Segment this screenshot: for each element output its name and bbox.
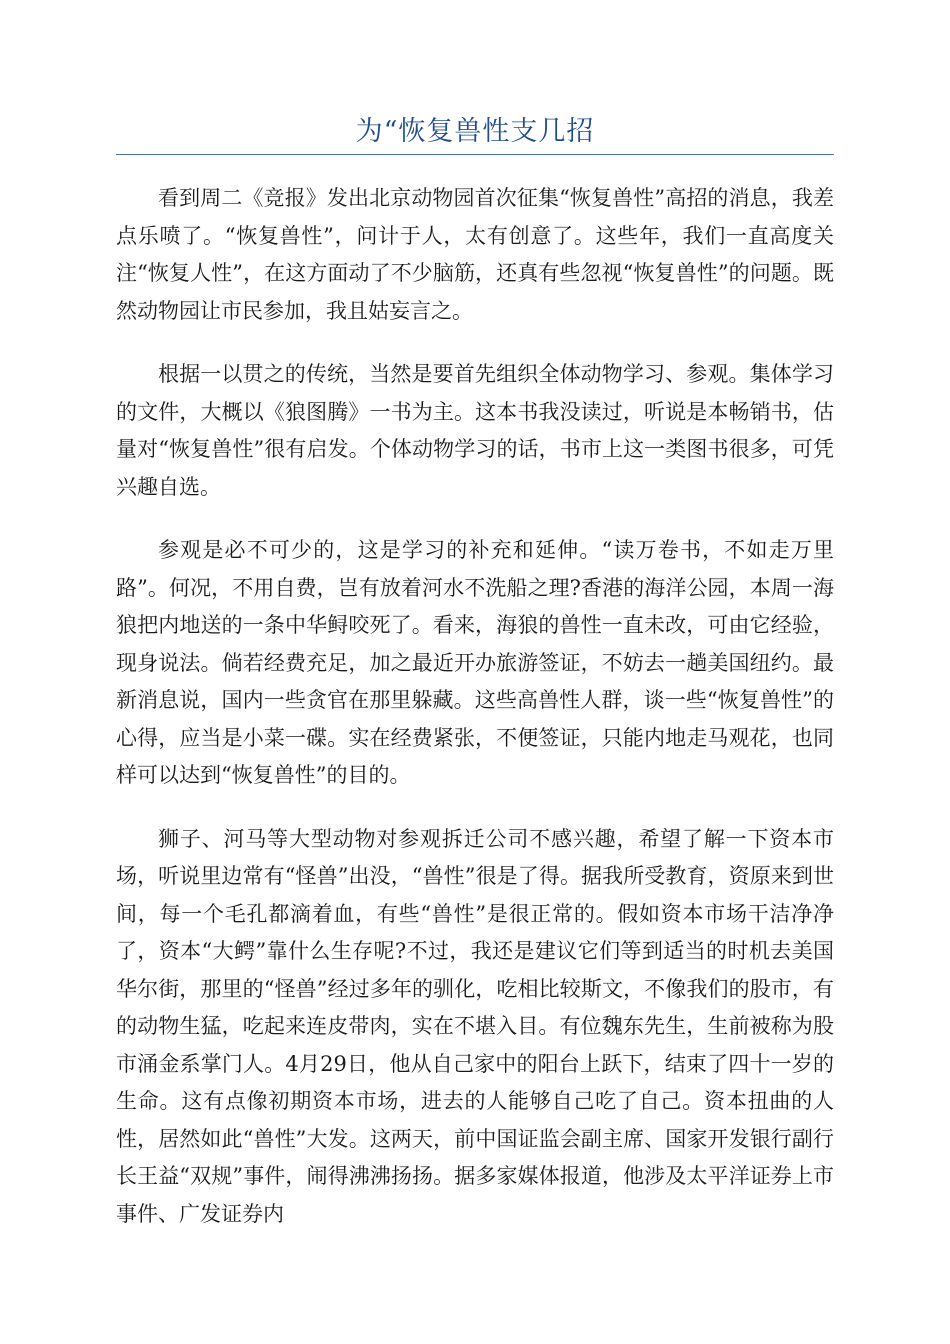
paragraph-4: 狮子、河马等大型动物对参观拆迁公司不感兴趣，希望了解一下资本市场，听说里边常有“怪兽”出没，“兽性”很是了得。据我所受教育，资原来到世间，每一个毛孔都滴着血，有些“兽性”是很正常的。假如资本市场干洁净净了，资本“大鳄”靠什么生存呢?不过，我还是建议它们等到适当的时机去美国华尔街，那里的“怪兽”经过多年的驯化，吃相比较斯文，不像我们的股市，有的动物生猛，吃起来连皮带肉，实在不堪入目。有位魏东先生，生前被称为股市涌金系掌门人。4月29日，他从自己家中的阳台上跃下，结束了四十一岁的生命。这有点像初期资本市场，进去的人能够自己吃了自己。资本扭曲的人性，居然如此“兽性”大发。这两天，前中国证监会副主席、国家开发银行副行长王益“双规”事件，闹得沸沸扬扬。据多家媒体报道，他涉及太平洋证券上市事件、广发证券内 [116,826,834,1226]
title-underline [116,154,834,155]
document-title: 为“恢复兽性支几招 [355,116,595,147]
paragraph-3: 参观是必不可少的，这是学习的补充和延伸。“读万卷书，不如走万里路”。何况，不用自费，岂有放着河水不洗船之理?香港的海洋公园，本周一海狼把内地送的一条中华鲟咬死了。看来，海狼的兽性一直未改，可由它经验，现身说法。倘若经费充足，加之最近开办旅游签证，不妨去一趟美国纽约。最新消息说，国内一些贪官在那里躲藏。这些高兽性人群，谈一些“恢复兽性”的心得，应当是小菜一碟。实在经费紧张，不便签证，只能内地走马观花，也同样可以达到“恢复兽性”的目的。 [116,538,834,787]
paragraph-2: 根据一以贯之的传统，当然是要首先组织全体动物学习、参观。集体学习的文件，大概以《狼图腾》一书为主。这本书我没读过，听说是本畅销书，估量对“恢复兽性”很有启发。个体动物学习的话，书市上这一类图书很多，可凭兴趣自选。 [116,362,834,499]
document-body [116,180,834,1259]
paragraph-1: 看到周二《竞报》发出北京动物园首次征集“恢复兽性”高招的消息，我差点乐喷了。“恢复兽性”，问计于人，太有创意了。这些年，我们一直高度关注“恢复人性”，在这方面动了不少脑筋，还真有些忽视“恢复兽性”的问题。既然动物园让市民参加，我且姑妄言之。 [116,186,834,323]
